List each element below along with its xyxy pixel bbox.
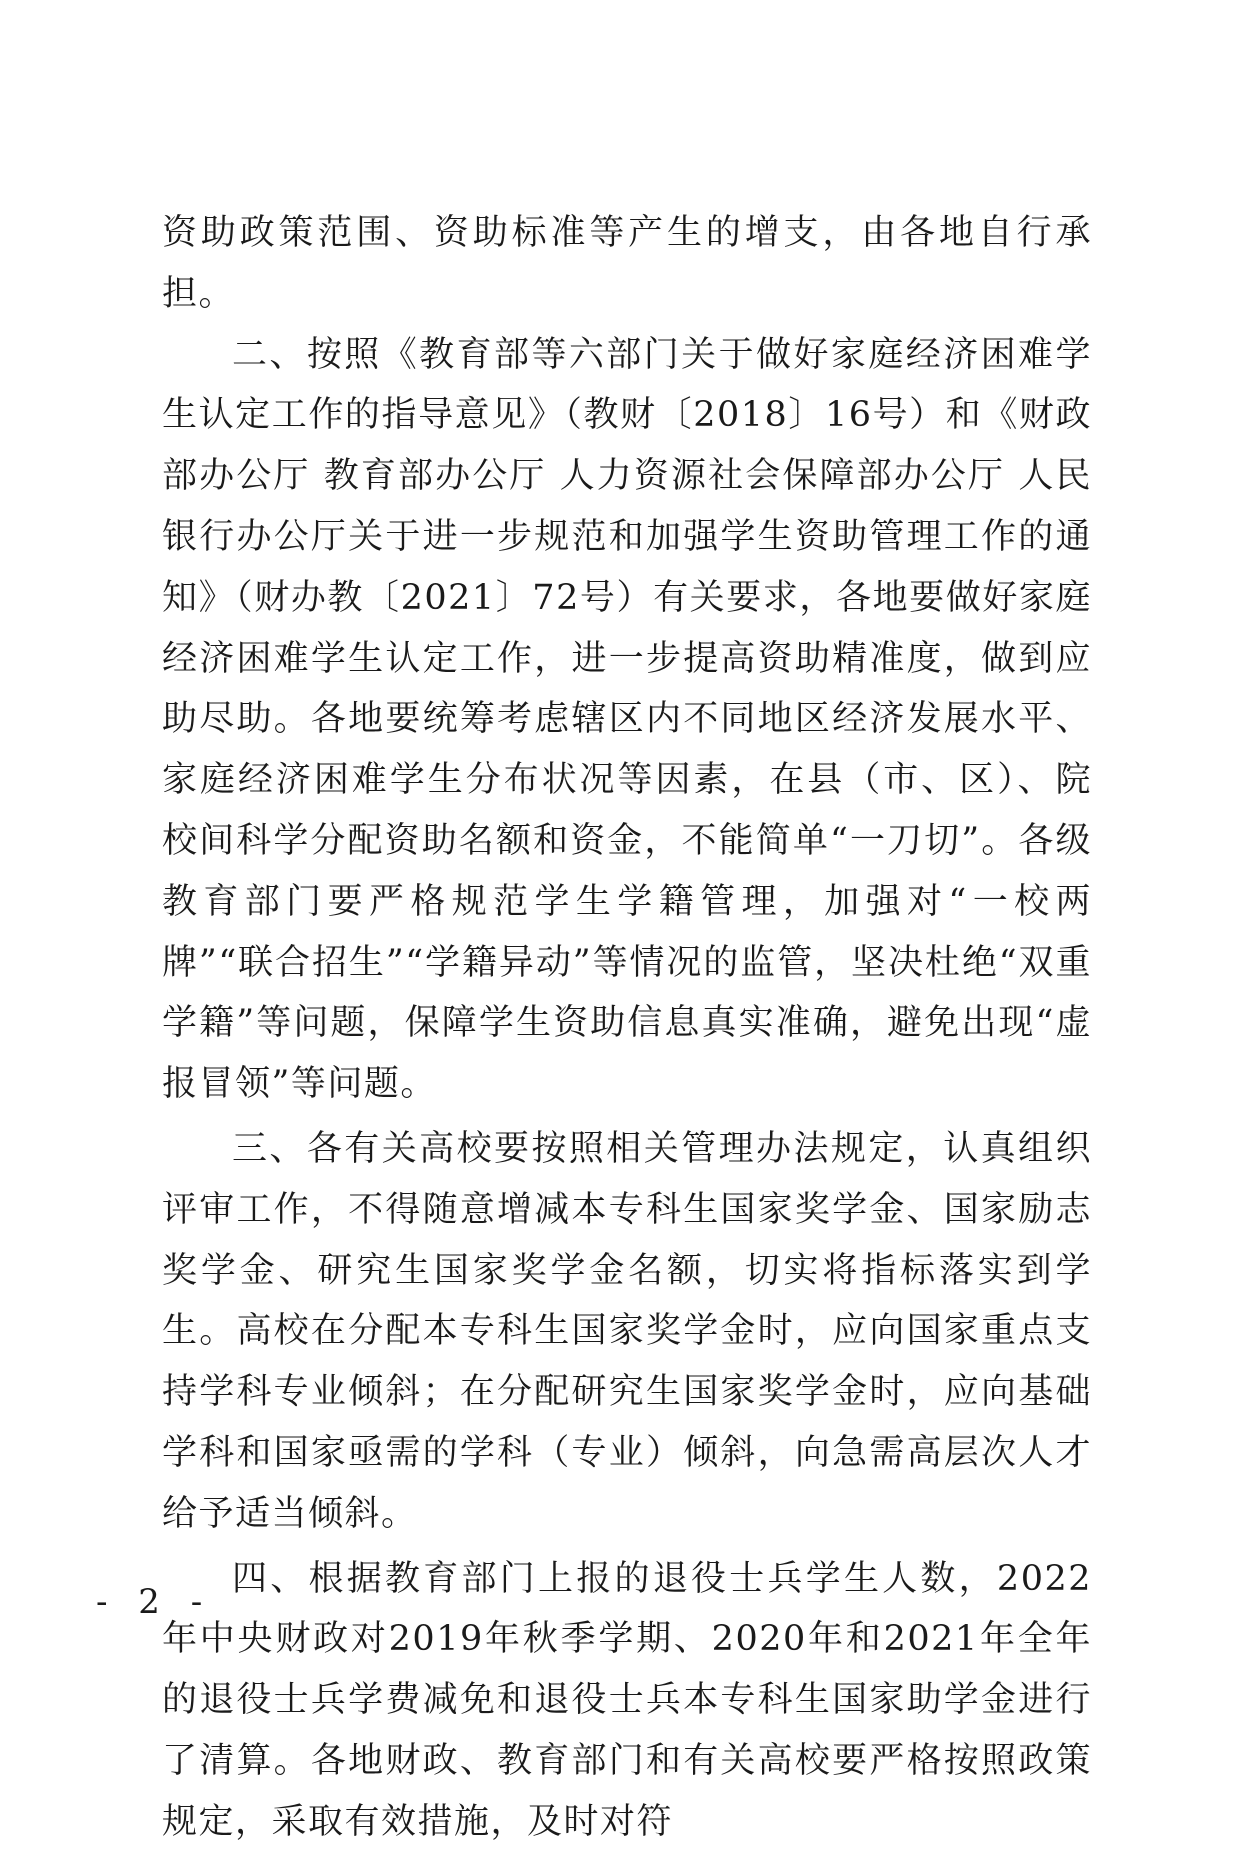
paragraph-section-three: 三、各有关高校要按照相关管理办法规定，认真组织评审工作，不得随意增减本专科生国家奖学金、国家励志奖学金、研究生国家奖学金名额，切实将指标落实到学生。高校在分配本专科生国家奖学金时，应向国家重点支持学科专业倾斜；在分配研究生国家奖学金时，应向基础学科和国家亟需的学科（专业）倾斜，向急需高层次人才给予适当倾斜。 — [162, 1128, 1092, 1534]
paragraph-section-two: 二、按照《教育部等六部门关于做好家庭经济困难学生认定工作的指导意见》（教财〔2018〕16号）和《财政部办公厅 教育部办公厅 人力资源社会保障部办公厅 人民银行办公厅关于进一步规范和加强学生资助管理工作的通知》（财办教〔2021〕72号）有关要求，各地要做好家庭经济困难学生认定工作，进一步提高资助精准度，做到应助尽助。各地要统筹考虑辖区内不同地区经济发展水平、家庭经济困难学生分布状况等因素，在县（市、区）、院校间科学分配资助名额和资金，不能简单“一刀切”。各级教育部门要严格规范学生学籍管理，加强对“一校两牌”“联合招生”“学籍异动”等情况的监管，坚决杜绝“双重学籍”等问题，保障学生资助信息真实准确，避免出现“虚报冒领”等问题。 — [162, 334, 1092, 1105]
page-number: - 2 - — [96, 1582, 213, 1622]
document-body — [162, 203, 1092, 1853]
paragraph-continuation: 资助政策范围、资助标准等产生的增支，由各地自行承担。 — [162, 213, 1092, 314]
paragraph-section-four: 四、根据教育部门上报的退役士兵学生人数，2022年中央财政对2019年秋季学期、2020年和2021年全年的退役士兵学费减免和退役士兵本专科生国家助学金进行了清算。各地财政、教育部门和有关高校要严格按照政策规定，采取有效措施，及时对符 — [162, 1558, 1092, 1842]
